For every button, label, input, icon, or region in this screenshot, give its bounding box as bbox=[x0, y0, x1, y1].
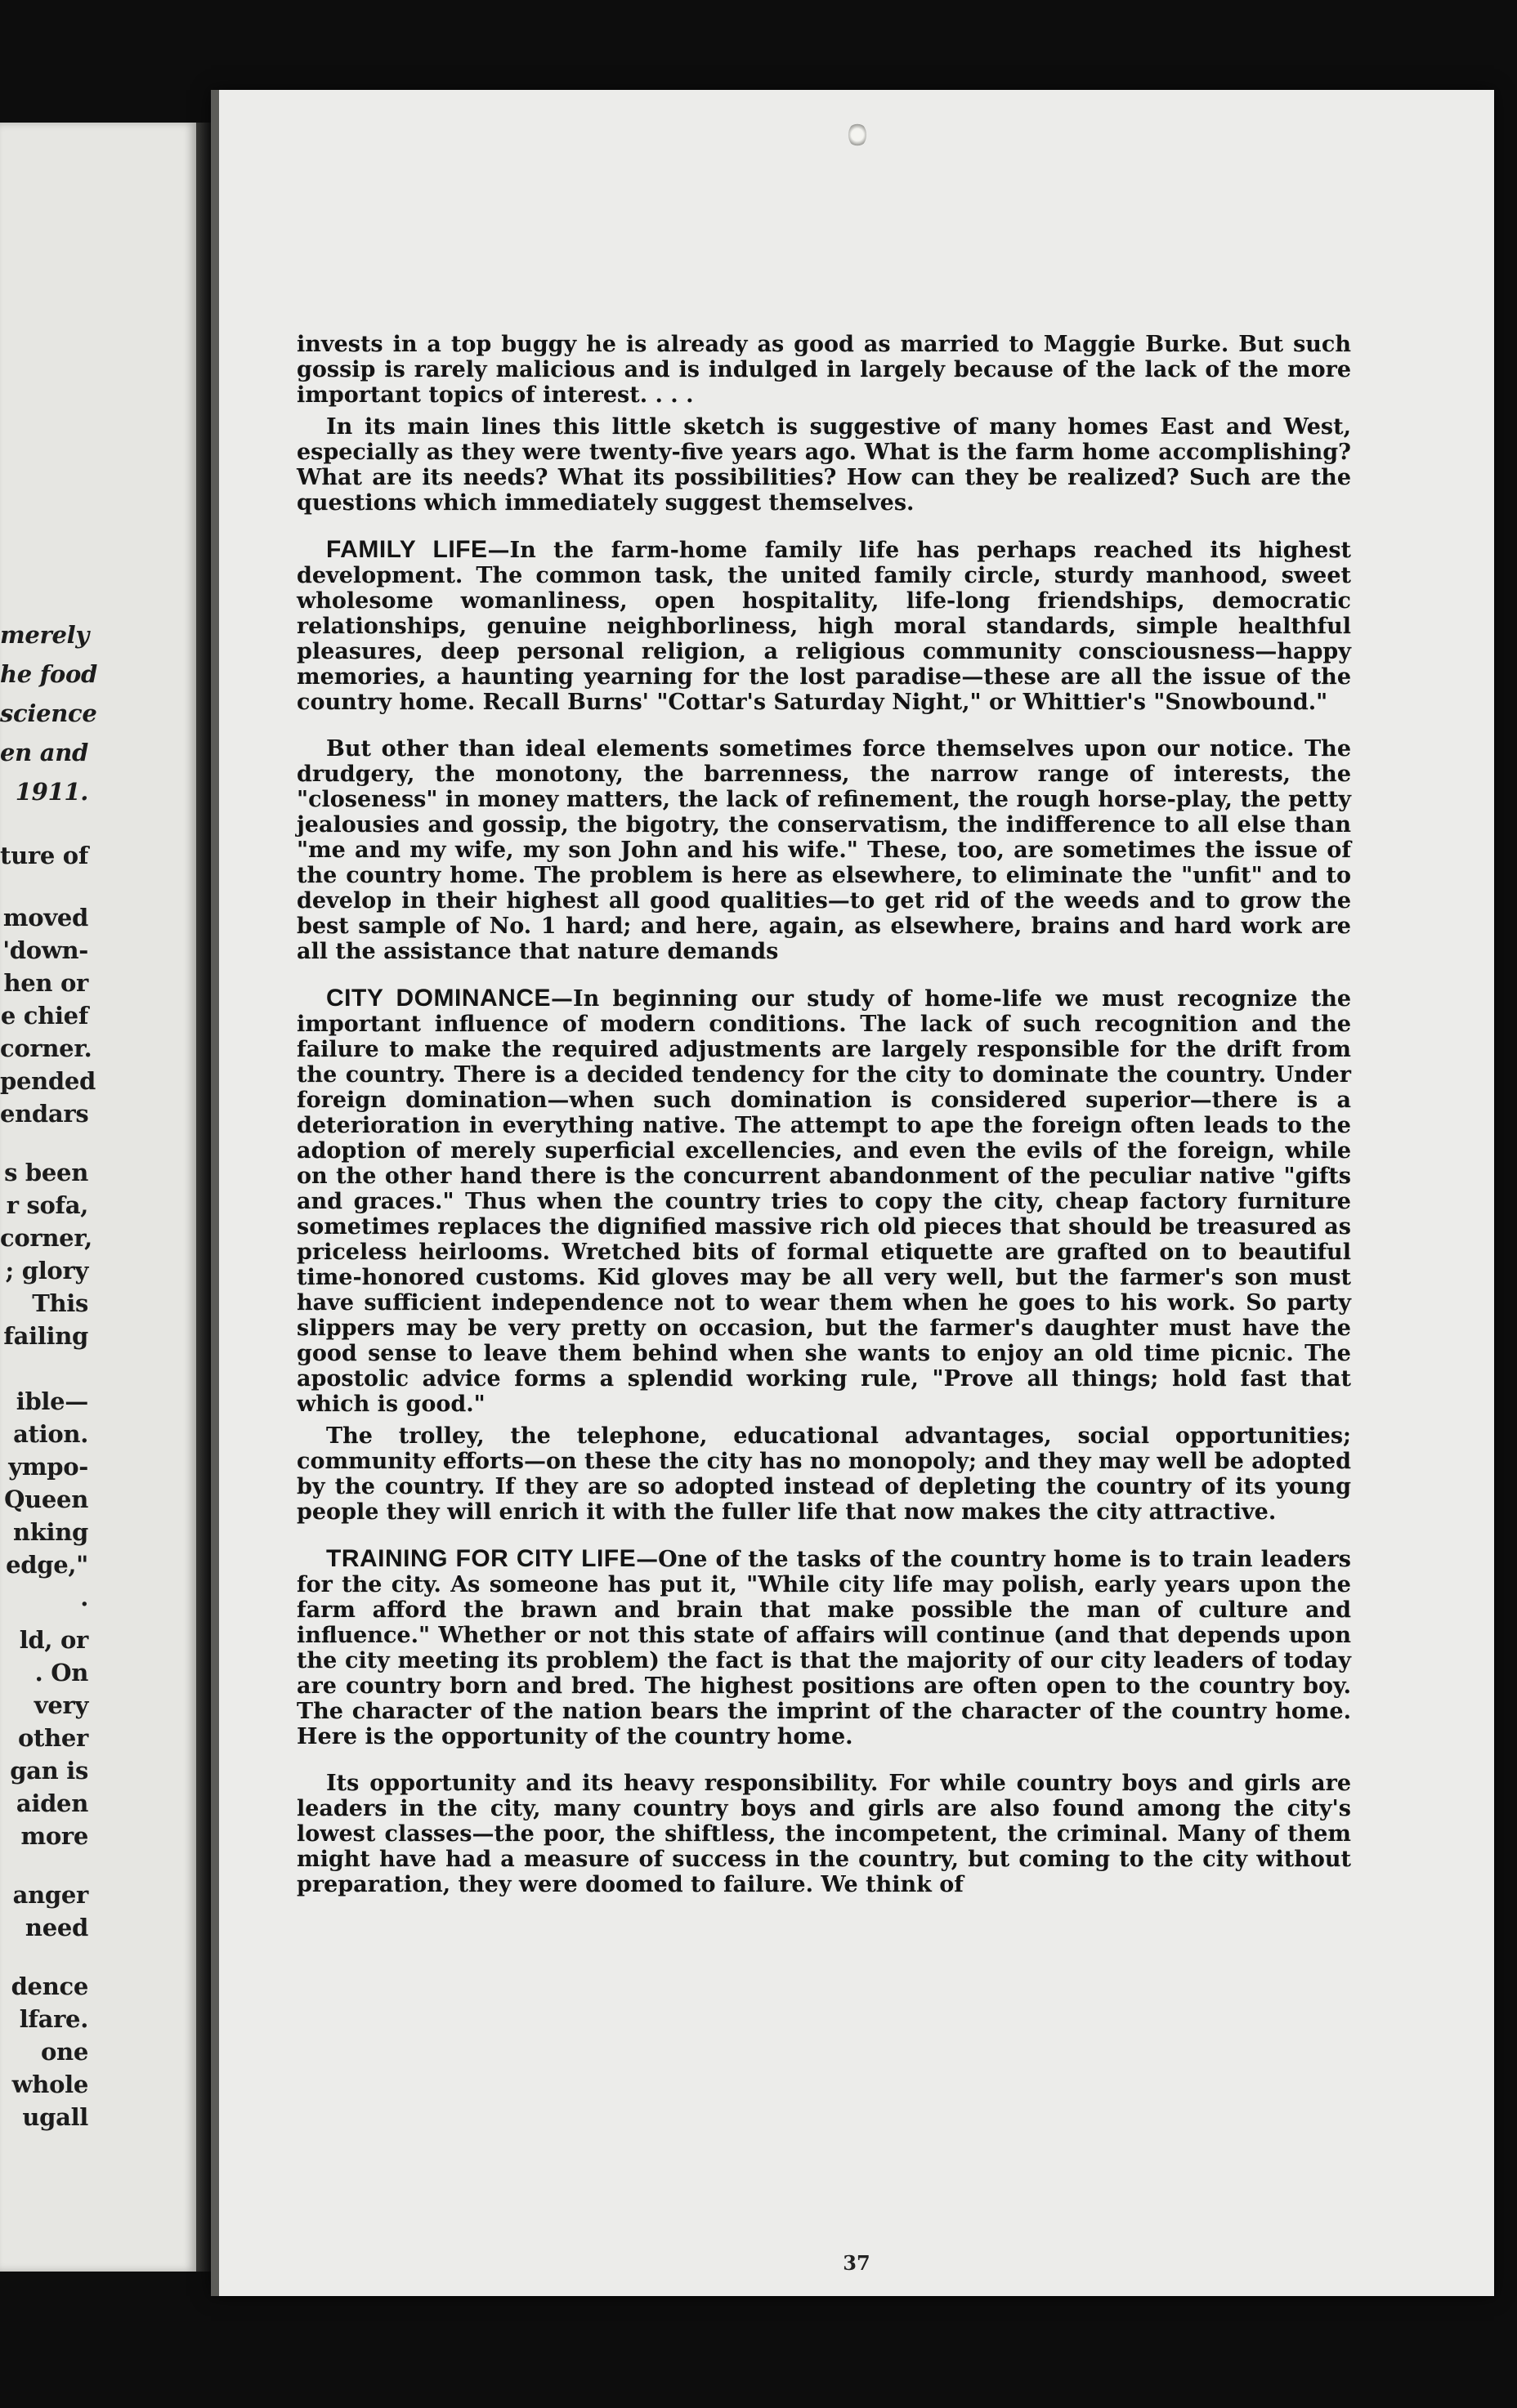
page-number: 37 bbox=[843, 2251, 870, 2275]
facing-page-fragment: gan is bbox=[10, 1757, 88, 1785]
facing-page-fragment: aiden bbox=[16, 1789, 88, 1817]
paragraph: The trolley, the telephone, educational advantages, social opportunities; community efforts—on these the city has no monopoly; and they may well be adopted by the country. If they are so adopted instead of depleting the country of its young people they will enrich it with the fuller life that now makes the city attractive. bbox=[297, 1423, 1351, 1525]
paragraph: invests in a top buggy he is already as good as married to Maggie Burke. But such gossip is rarely malicious and is indulged in largely because of the lack of the more important topics of interest. . . . bbox=[297, 332, 1351, 408]
facing-page-fragment: merely bbox=[0, 621, 89, 649]
facing-page-fragment: more bbox=[20, 1822, 88, 1850]
facing-page-fragment: failing bbox=[3, 1322, 88, 1350]
facing-page-fragment: ; glory bbox=[5, 1257, 88, 1284]
page-body bbox=[297, 332, 1351, 1919]
facing-page-fragment: ible— bbox=[16, 1387, 88, 1415]
facing-page-fragment: need bbox=[25, 1914, 88, 1941]
facing-page-fragment: ugall bbox=[22, 2103, 88, 2131]
paragraph: In its main lines this little sketch is suggestive of many homes East and West, especially as they were twenty-five years ago. What is the farm home accomplishing? What are its needs? What its possibilities? How can they be realized? Such are the questions which immediately suggest themselves. bbox=[297, 414, 1351, 516]
facing-page-fragment: ympo- bbox=[8, 1453, 88, 1481]
facing-page-fragment: corner. bbox=[0, 1034, 92, 1062]
facing-page-fragment: anger bbox=[12, 1881, 88, 1909]
section-heading: TRAINING FOR CITY LIFE bbox=[326, 1545, 637, 1572]
facing-page-fragment: Queen bbox=[4, 1485, 88, 1513]
facing-page-fragment: lfare. bbox=[19, 2005, 88, 2033]
facing-page bbox=[0, 123, 196, 2272]
facing-page-fragment: other bbox=[17, 1724, 88, 1752]
facing-page-fragment: science bbox=[0, 699, 97, 727]
book-page bbox=[211, 90, 1494, 2296]
facing-page-fragment: 'down- bbox=[2, 936, 88, 964]
facing-page-fragment: whole bbox=[11, 2071, 88, 2098]
section-text: —In beginning our study of home-life we must recognize the important influence of modern conditions. The lack of such recognition and the failure to make the required adjustments are largely responsible for the drift from the country. There is a decided tendency for the city to dominate the country. Under foreign domination—when such domination is considered superior—there is a deterioration in everything native. The attempt to ape the foreign often leads to the adoption of merely superficial excellencies, and even the evils of the foreign, while on the other hand there is the concurrent abandonment of the peculiar native "gifts and graces." Thus when the country tries to copy the city, cheap factory furniture sometimes replaces the dignified massive rich old pieces that should be treasured as priceless heirlooms. Wretched bits of formal etiquette are grafted on to beautiful time-honored customs. Kid gloves may be all very well, but the farmer's son must have sufficient independence not to wear them when he goes to his work. So party slippers may be very pretty on occasion, but the farmer's daughter must have the good sense to leave them behind when she wants to enjoy an old time picnic. The apostolic advice forms a splendid working rule, "Prove all things; hold fast that which is good." bbox=[297, 986, 1351, 1417]
facing-page-fragment: . On bbox=[34, 1659, 88, 1686]
facing-page-fragment: en and bbox=[0, 739, 88, 766]
facing-page-fragment: hen or bbox=[3, 969, 88, 997]
section-text: —One of the tasks of the country home is to train leaders for the city. As someone has put it, "While city life may polish, early years upon the farm afford the brawn and brain that make possible the man of culture and influence." Whether or not this state of affairs will continue (and that depends upon the city meeting its problem) the fact is that the majority of our city leaders of today are country born and bred. The highest positions are often open to the country boy. The character of the nation bears the imprint of the character of the country home. Here is the opportunity of the country home. bbox=[297, 1547, 1351, 1749]
facing-page-fragment: ation. bbox=[13, 1420, 88, 1448]
facing-page-fragment: e chief bbox=[0, 1002, 88, 1030]
section-text: —In the farm-home family life has perhaps reached its highest development. The common task, the united family circle, sturdy manhood, sweet wholesome womanliness, open hospitality, life-long friendships, democratic relationships, genuine neighborliness, high moral standards, simple healthful pleasures, deep personal religion, a religious community consciousness—happy memories, a haunting yearning for the lost paradise—these are all the issue of the country home. Recall Burns' "Cottar's Saturday Night," or Whittier's "Snowbound." bbox=[297, 538, 1351, 715]
facing-page-fragment: ture of bbox=[0, 842, 89, 869]
facing-page-fragment: r sofa, bbox=[6, 1191, 88, 1219]
facing-page-fragment: . bbox=[80, 1584, 88, 1611]
facing-page-fragment: s been bbox=[4, 1159, 88, 1186]
facing-page-fragment: dence bbox=[11, 1972, 88, 2000]
facing-page-fragment: nking bbox=[12, 1518, 88, 1546]
facing-page-fragment: one bbox=[41, 2038, 88, 2066]
section-training bbox=[297, 1546, 1351, 1749]
facing-page-fragment: endars bbox=[0, 1100, 89, 1128]
facing-page-fragment: 1911. bbox=[15, 778, 88, 806]
section-city-dominance bbox=[297, 985, 1351, 1417]
paragraph: But other than ideal elements sometimes force themselves upon our notice. The drudgery, the monotony, the barrenness, the narrow range of interests, the "closeness" in money matters, the lack of refinement, the rough horse-play, the petty jealousies and gossip, the bigotry, the conservatism, the indifference to all else than "me and my wife, my son John and his wife." These, too, are sometimes the issue of the country home. The problem is here as elsewhere, to eliminate the "unfit" and to develop in their highest all good qualities—to get rid of the weeds and to grow the best sample of No. 1 hard; and here, again, as elsewhere, brains and hard work are all the assistance that nature demands bbox=[297, 736, 1351, 964]
facing-page-fragment: This bbox=[32, 1289, 88, 1317]
facing-page-fragment: pended bbox=[0, 1067, 96, 1095]
facing-page-fragment: edge," bbox=[6, 1551, 88, 1579]
facing-page-fragment: very bbox=[34, 1691, 88, 1719]
facing-page-fragment: moved bbox=[2, 904, 88, 931]
paper-blemish bbox=[848, 123, 866, 147]
facing-page-fragment: he food bbox=[0, 660, 97, 688]
facing-page-fragment: corner, bbox=[0, 1224, 92, 1252]
section-heading: CITY DOMINANCE bbox=[326, 985, 552, 1012]
paragraph: Its opportunity and its heavy responsibility. For while country boys and girls are leaders in the city, many country boys and girls are also found among the city's lowest classes—the poor, the shiftless, the incompetent, the criminal. Many of them might have had a measure of success in the country, but coming to the city without preparation, they were doomed to failure. We think of bbox=[297, 1771, 1351, 1897]
facing-page-fragment: ld, or bbox=[19, 1626, 88, 1654]
section-heading: FAMILY LIFE bbox=[326, 536, 488, 563]
section-family-life bbox=[297, 537, 1351, 715]
